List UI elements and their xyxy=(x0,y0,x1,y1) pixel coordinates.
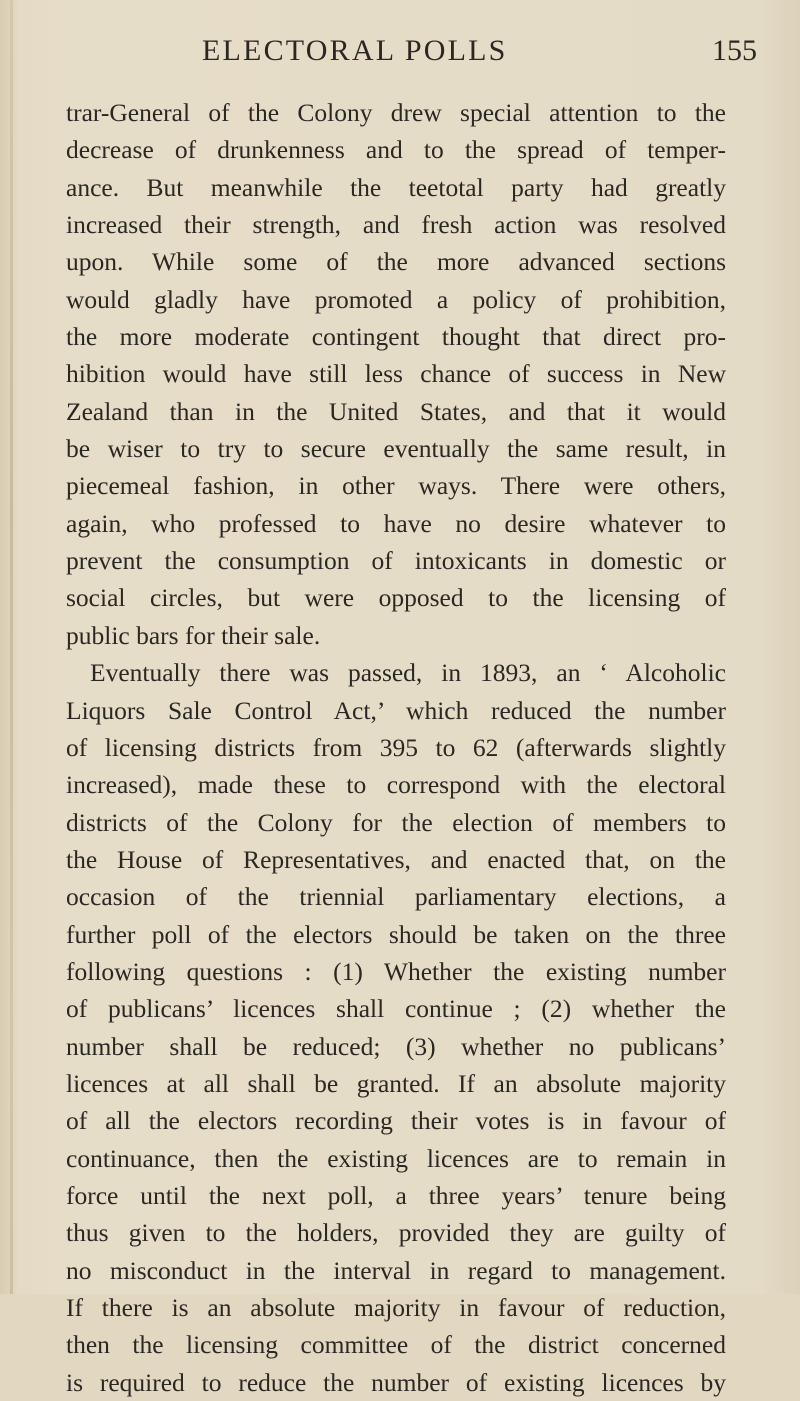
text-line: upon. While some of the more advanced sections xyxy=(66,247,726,277)
text-line: piecemeal fashion, in other ways. There were others, xyxy=(66,471,726,501)
text-line: of all the electors recording their votes is in favour of xyxy=(66,1106,726,1136)
text-line: following questions : (1) Whether the existing number xyxy=(66,956,726,986)
text-line: increased their strength, and fresh action was resolved xyxy=(66,210,726,240)
text-line: no misconduct in the interval in regard to management. xyxy=(66,1255,726,1285)
text-line: number shall be reduced; (3) whether no publicans’ xyxy=(66,1031,726,1061)
text-line: trar-General of the Colony drew special attention to the xyxy=(66,98,726,127)
text-line: Liquors Sale Control Act,’ which reduced the number xyxy=(66,695,726,725)
text-line: Zealand than in the United States, and that it would xyxy=(66,396,726,426)
text-line: hibition would have still less chance of success in New xyxy=(66,359,726,389)
text-line: further poll of the electors should be taken on the three xyxy=(66,919,726,949)
page-header xyxy=(0,30,800,80)
text-line: ance. But meanwhile the teetotal party had greatly xyxy=(66,172,726,202)
paragraph-start-line: Eventually there was passed, in 1893, an ‘ Alcoholic xyxy=(90,658,726,688)
text-line: districts of the Colony for the election of members to xyxy=(66,807,726,837)
text-line: of publicans’ licences shall continue ; (2) whether the xyxy=(66,994,726,1024)
text-line: If there is an absolute majority in favour of reduction, xyxy=(66,1293,726,1322)
text-line: then the licensing committee of the district concerned xyxy=(66,1330,726,1360)
text-line: decrease of drunkenness and to the spread of temper- xyxy=(66,135,726,165)
text-line: continuance, then the existing licences are to remain in xyxy=(66,1143,726,1173)
text-line: be wiser to try to secure eventually the same result, in xyxy=(66,434,726,464)
text-line: would gladly have promoted a policy of prohibition, xyxy=(66,284,726,314)
text-line: is required to reduce the number of existing licences by xyxy=(66,1367,726,1397)
text-line: force until the next poll, a three years’ tenure being xyxy=(66,1180,726,1210)
running-head: ELECTORAL POLLS xyxy=(202,34,508,67)
text-line: of licensing districts from 395 to 62 (afterwards slightly xyxy=(66,732,726,762)
text-line: occasion of the triennial parliamentary elections, a xyxy=(66,882,726,912)
body-text xyxy=(66,94,726,1401)
binding-gutter xyxy=(10,0,13,1294)
page-number: 155 xyxy=(712,34,757,67)
text-line: again, who professed to have no desire whatever to xyxy=(66,508,726,538)
text-line: thus given to the holders, provided they are guilty of xyxy=(66,1218,726,1248)
text-line: licences at all shall be granted. If an absolute majority xyxy=(66,1068,726,1098)
text-line: increased), made these to correspond with the electoral xyxy=(66,770,726,800)
paragraph-end-line: public bars for their sale. xyxy=(66,620,321,650)
text-line: prevent the consumption of intoxicants in domestic or xyxy=(66,546,726,576)
text-line: social circles, but were opposed to the licensing of xyxy=(66,583,726,613)
text-line: the more moderate contingent thought that direct pro- xyxy=(66,322,726,352)
text-line: the House of Representatives, and enacted that, on the xyxy=(66,844,726,874)
